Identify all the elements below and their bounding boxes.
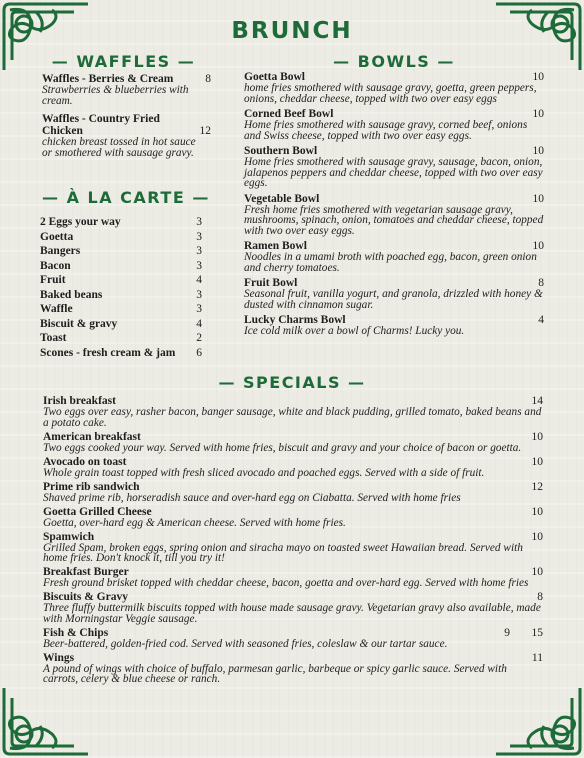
list-item — [40, 288, 202, 303]
item-name: Fish & Chips — [43, 626, 109, 639]
item-name: Goetta — [40, 230, 74, 243]
item-price: 8 — [205, 73, 211, 85]
item-price: 3 — [196, 288, 202, 301]
item-price: 2 — [196, 332, 202, 344]
item-name: Spamwich — [43, 530, 95, 543]
item-price: 3 — [196, 303, 202, 315]
item-price: 10 — [531, 530, 543, 543]
item-price: 12 — [199, 125, 211, 137]
item-description: Home fries smothered with sausage gravy, corned beef, onions and Swiss cheese, topped with two over easy eggs. — [244, 119, 528, 142]
item-description: Grilled Spam, broken eggs, spring onion and siracha mayo on toasted sweet Hawaiian bread. Served with home fries. Don't knock it, till you try it! — [43, 541, 523, 564]
item-price: 12 — [531, 480, 543, 493]
list-item — [40, 259, 202, 274]
menu-item — [244, 145, 544, 189]
item-description: Beer-battered, golden-fried cod. Served with seasoned fries, coleslaw & our tartar sauce. — [43, 637, 448, 650]
item-description: Strawberries & blueberries with cream. — [42, 84, 189, 107]
item-description: Ice cold milk over a bowl of Charms! Lucky you. — [244, 325, 465, 337]
bowls-section — [244, 71, 544, 341]
bowls-heading: — BOWLS — — [333, 52, 455, 71]
item-price: 6 — [196, 346, 202, 359]
item-price: 3 — [196, 216, 202, 228]
item-name: Bangers — [40, 245, 81, 257]
item-name: Waffles - Country Fried Chicken — [42, 113, 160, 137]
menu-item — [244, 240, 544, 273]
item-description: Fresh home fries smothered with vegetarian sausage gravy, mushrooms, spinach, onion, tomatoes and cheddar cheese, topped with two over easy eggs. — [244, 203, 544, 237]
item-name: Biscuits & Gravy — [43, 591, 128, 603]
item-price: 10 — [532, 240, 544, 252]
list-item — [40, 273, 202, 288]
item-description: Fresh ground brisket topped with cheddar cheese, bacon, goetta and over-hard egg. Served with home fries — [43, 577, 529, 589]
item-name: Wings — [43, 651, 75, 664]
item-name: Corned Beef Bowl — [244, 108, 334, 120]
menu-item — [244, 193, 544, 237]
menu-item — [43, 627, 543, 650]
list-item — [40, 302, 202, 317]
menu-item — [244, 314, 544, 337]
item-price: 15 — [531, 626, 543, 639]
item-name: Fruit — [40, 274, 66, 286]
menu-item — [244, 277, 544, 310]
item-name: Vegetable Bowl — [244, 192, 320, 205]
item-price: 10 — [531, 505, 543, 518]
page-title: BRUNCH — [231, 18, 353, 44]
menu-item — [43, 431, 543, 454]
item-price: 3 — [196, 230, 202, 243]
item-price: 14 — [531, 395, 543, 407]
menu-item — [43, 531, 543, 564]
item-price: 10 — [531, 455, 543, 468]
item-description: A pound of wings with choice of buffalo, parmesan garlic, barbeque or spicy garlic sauce. Served with carrots, celery & blue cheese or ranch. — [43, 662, 507, 685]
list-item — [40, 346, 202, 361]
waffles-heading: — WAFFLES — — [51, 52, 196, 71]
celtic-knot-corner-icon — [492, 686, 584, 758]
item-price: 8 — [537, 591, 543, 603]
item-description: chicken breast tossed in hot sauce or smothered with sausage gravy. — [42, 136, 196, 159]
item-name: Ramen Bowl — [244, 240, 307, 252]
menu-item — [43, 566, 543, 589]
menu-item — [43, 456, 543, 479]
menu-item — [43, 395, 543, 428]
item-price: 4 — [196, 317, 202, 330]
item-name: Biscuit & gravy — [40, 317, 118, 330]
item-name: 2 Eggs your way — [40, 216, 121, 228]
item-price: 3 — [196, 245, 202, 257]
item-name: Irish breakfast — [43, 395, 116, 407]
a-la-carte-heading: — À LA CARTE — — [42, 188, 210, 207]
specials-heading: — SPECIALS — — [218, 373, 366, 392]
item-price: 3 — [196, 259, 202, 272]
item-description: home fries smothered with sausage gravy, goetta, green peppers, onions, cheddar cheese, topped with two over easy eggs — [244, 82, 537, 105]
item-description: Two eggs cooked your way. Served with home fries, biscuit and gravy and your choice of bacon or goetta. — [43, 441, 522, 454]
menu-item — [42, 113, 211, 159]
a-la-carte-list — [40, 215, 202, 360]
celtic-knot-corner-icon — [0, 686, 92, 758]
item-name: American breakfast — [43, 430, 141, 443]
list-item — [40, 215, 202, 230]
list-item — [40, 230, 202, 245]
list-item — [40, 244, 202, 259]
item-price-alt: 9 — [504, 626, 510, 639]
menu-item — [244, 71, 544, 104]
item-description: Goetta, over-hard egg & American cheese. Served with home fries. — [43, 516, 346, 529]
item-name: Avocado on toast — [43, 455, 127, 468]
item-description: Three fluffy buttermilk biscuits topped with house made sausage gravy. Vegetarian gravy also available, made with Morningstar Veggie sausage. — [43, 602, 541, 625]
item-name: Lucky Charms Bowl — [244, 314, 346, 326]
item-price: 10 — [532, 71, 544, 83]
item-price: 4 — [196, 274, 202, 286]
item-name: Goetta Grilled Cheese — [43, 505, 152, 518]
item-name: Prime rib sandwich — [43, 480, 140, 493]
menu-item — [43, 652, 543, 685]
item-name: Waffle — [40, 303, 73, 315]
menu-item — [43, 506, 543, 529]
list-item — [40, 317, 202, 332]
item-description: Two eggs over easy, rasher bacon, banger sausage, white and black pudding, grilled tomato, baked beans and a potato cake. — [43, 406, 542, 429]
item-price: 10 — [532, 192, 544, 205]
item-price: 8 — [538, 277, 544, 289]
item-description: Shaved prime rib, horseradish sauce and over-hard egg on Ciabatta. Served with home fries — [43, 491, 461, 504]
list-item — [40, 331, 202, 346]
menu-item — [43, 591, 543, 624]
item-name: Scones - fresh cream & jam — [40, 346, 176, 359]
item-price: 10 — [531, 566, 543, 578]
item-name: Fruit Bowl — [244, 277, 298, 289]
item-price: 4 — [538, 314, 544, 326]
item-description: Whole grain toast topped with fresh sliced avocado and poached eggs. Served with a side of fruit. — [43, 466, 485, 479]
item-name: Bacon — [40, 259, 71, 272]
specials-section — [43, 395, 543, 687]
item-description: Noodles in a umami broth with poached egg, bacon, green onion and cherry tomatoes. — [244, 251, 537, 274]
item-price: 11 — [531, 651, 543, 664]
item-price: 10 — [531, 430, 543, 443]
item-name: Baked beans — [40, 288, 103, 301]
item-name: Breakfast Burger — [43, 566, 129, 578]
item-description: Seasonal fruit, vanilla yogurt, and granola, drizzled with honey & dusted with cinnamon sugar. — [244, 288, 543, 311]
item-name: Waffles - Berries & Cream — [42, 73, 174, 85]
item-description: Home fries smothered with sausage gravy, sausage, bacon, onion, jalapenos peppers and cheddar cheese, topped with two over easy eggs. — [244, 156, 543, 189]
menu-item — [43, 481, 543, 504]
item-name: Southern Bowl — [244, 145, 318, 157]
waffles-section — [42, 73, 211, 165]
item-price: 10 — [532, 145, 544, 157]
menu-item — [244, 108, 544, 141]
item-name: Toast — [40, 332, 67, 344]
item-price: 10 — [532, 108, 544, 120]
item-name: Goetta Bowl — [244, 71, 306, 83]
menu-item — [42, 73, 211, 107]
